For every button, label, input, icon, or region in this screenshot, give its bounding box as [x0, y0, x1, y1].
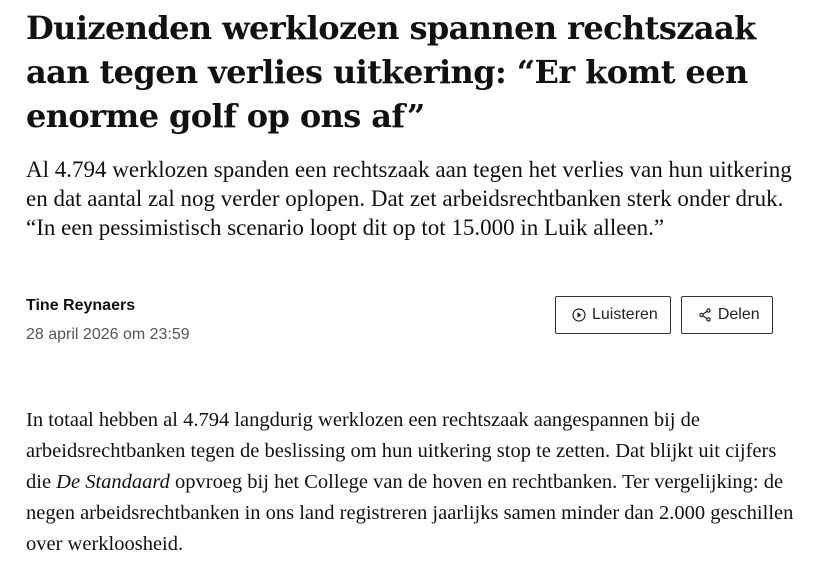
- article-body-paragraph: [26, 405, 796, 560]
- article-actions: [555, 296, 773, 334]
- author-name[interactable]: Tine Reynaers: [26, 297, 136, 314]
- body-text-end: opvroeg bij het College van de hoven en rechtbanken. Ter vergelijking: de negen arbeidsrechtbanken in ons land registreren jaarlijks samen minder dan 2.000 geschillen over werkloosheid.: [26, 471, 794, 555]
- share-icon: [698, 308, 712, 322]
- listen-button-label: Luisteren: [592, 306, 658, 323]
- listen-button[interactable]: [555, 296, 671, 334]
- article-headline: Duizenden werklozen spannen rechtszaak aan tegen verlies uitkering: “Er komt een enorme golf op ons af”: [26, 9, 756, 135]
- body-text-start: In totaal hebben al 4.794 langdurig werklozen een rechtszaak aangespannen bij de arbeidsrechtbanken tegen de beslissing om hun uitkering stop te zetten. Dat blijkt uit cijfers die: [26, 409, 777, 493]
- article-lead: Al 4.794 werklozen spanden een rechtszaak aan tegen het verlies van hun uitkering en dat aantal zal nog verder oplopen. Dat zet arbeidsrechtbanken sterk onder druk. “In een pessimistisch scenario loopt dit op tot 15.000 in Luik alleen.”: [26, 157, 792, 240]
- source-name: De Standaard: [56, 471, 170, 493]
- share-button[interactable]: [681, 296, 773, 334]
- share-button-label: Delen: [717, 306, 760, 323]
- byline: [26, 296, 190, 345]
- publish-date: 28 april 2026 om 23:59: [26, 326, 190, 343]
- play-circle-icon: [572, 308, 586, 322]
